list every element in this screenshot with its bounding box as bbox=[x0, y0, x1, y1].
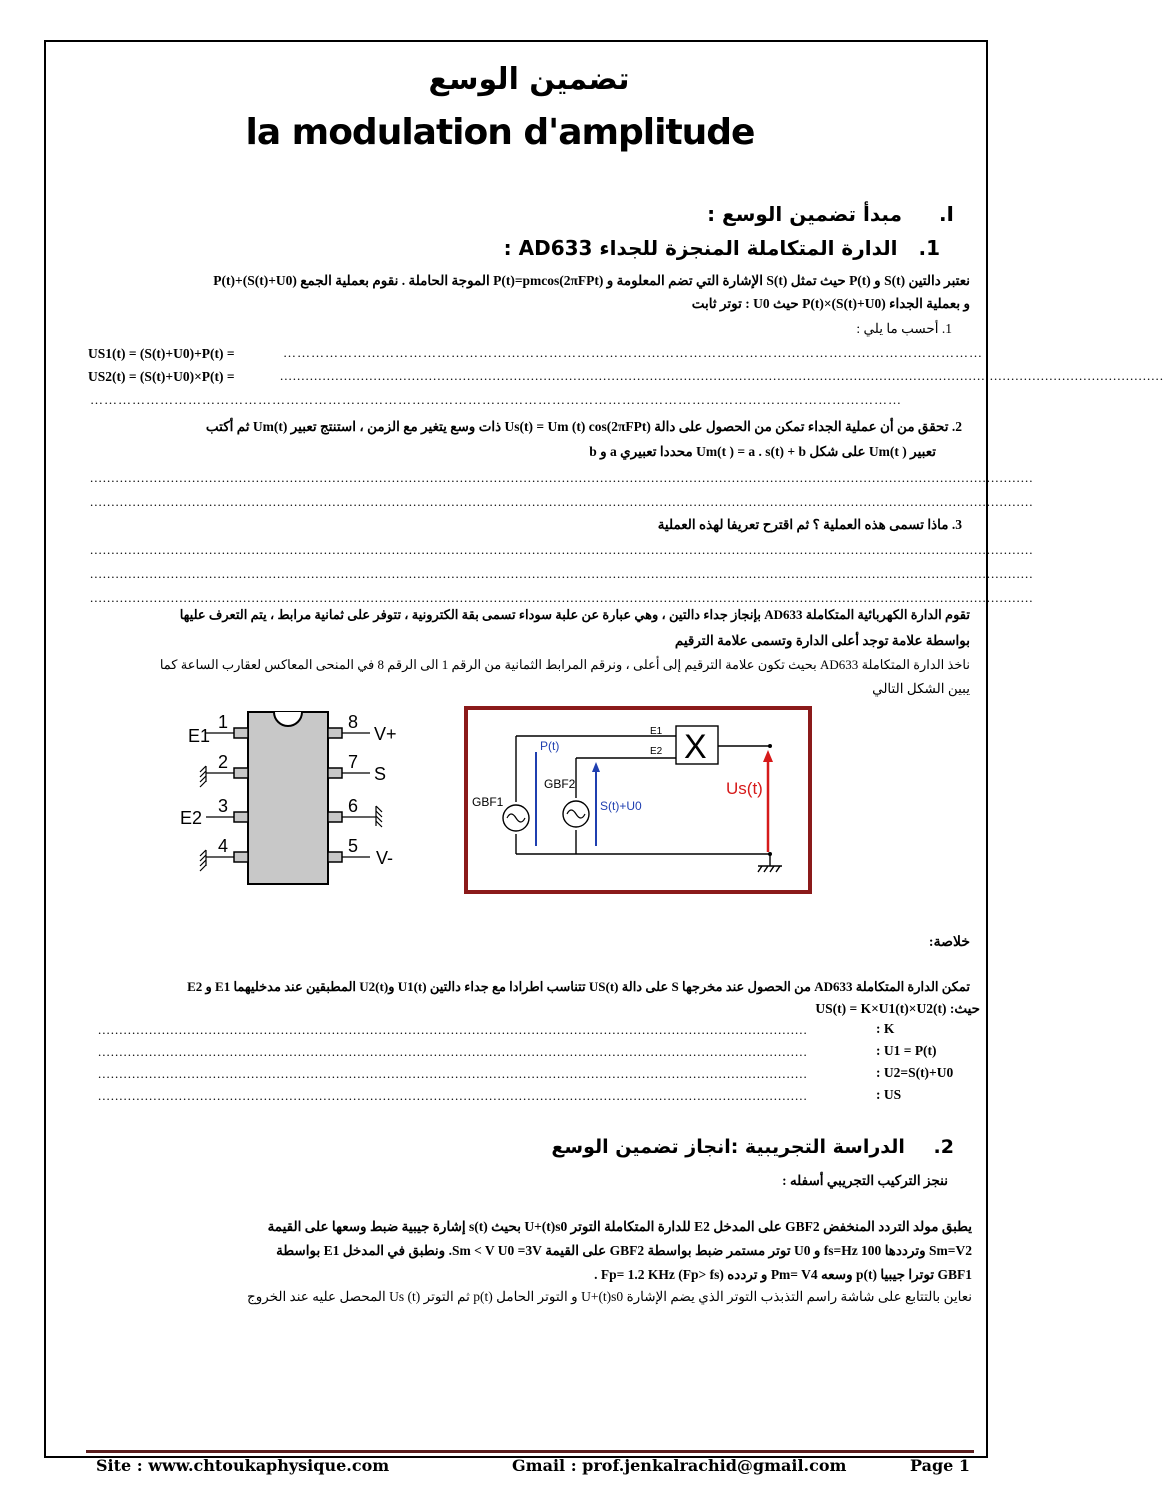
pin-6-number: 6 bbox=[348, 796, 359, 816]
para-line-4: يبين الشكل التالي bbox=[872, 681, 970, 696]
multiplier-symbol: X bbox=[684, 728, 707, 766]
title-french: la modulation d'amplitude bbox=[245, 112, 755, 153]
footer-gmail: Gmail : prof.jenkalrachid@gmail.com bbox=[512, 1456, 847, 1475]
pin-7-label: S bbox=[374, 764, 387, 784]
pin-5-label: V- bbox=[376, 848, 394, 868]
pin-1-label: E1 bbox=[188, 726, 211, 746]
answer-dots-u2: ....................................................................................................................................................................... bbox=[98, 1066, 808, 1081]
subsection-2-number: 2. bbox=[933, 1136, 954, 1158]
footer-rule bbox=[86, 1450, 974, 1453]
gbf2-label: GBF2 bbox=[544, 777, 576, 791]
symbol-us: : US bbox=[876, 1087, 902, 1102]
experiment-line-3: GBF1 توترا جيبيا p(t) وسعه Pm= V4 و تردده Fp= 1.2 KHz (Fp> fs) . bbox=[594, 1267, 972, 1282]
pin-2-number: 2 bbox=[218, 752, 229, 772]
summary-title: خلاصة: bbox=[928, 935, 970, 950]
symbol-k: : K bbox=[876, 1021, 895, 1036]
intro-line-1: نعتبر دالتين S(t) و P(t) حيث تمثل S(t) الإشارة التي تضم المعلومة و P(t)=pmcos(2πFPt) الموجة الحاملة . نقوم بعملية الجمع (S(t)+U0)+P(t) bbox=[213, 273, 970, 288]
title-arabic: تضمين الوسع bbox=[428, 62, 630, 97]
answer-dots-us1: …………………………………………………………………………………………………………………………………… bbox=[283, 345, 983, 360]
experiment-line-4: نعاين بالتتابع على شاشة راسم التذبذب التوتر الذي يضم الإشارة U+(t)s0 و التوتر الحامل p(t) ثم التوتر Us (t) المحصل عليه عند الخروج bbox=[247, 1289, 972, 1304]
question-2-line-2: تعبير Um(t ) على شكل Um(t ) = a . s(t) + b محددا تعبيري a و b bbox=[589, 444, 936, 459]
pin-3-label: E2 bbox=[180, 808, 203, 828]
subsection-1-title: الدارة المتكاملة المنجزة للجداء AD633 : bbox=[503, 236, 898, 260]
section-1-number: I. bbox=[938, 202, 954, 226]
gbf1-label: GBF1 bbox=[472, 795, 504, 809]
us1-expression: US1(t) = (S(t)+U0)+P(t) = bbox=[88, 346, 235, 361]
para-line-2: بواسطة علامة توجد أعلى الدارة وتسمى علامة الترقيم bbox=[674, 633, 970, 648]
pin-8-label: V+ bbox=[374, 724, 397, 744]
summary-line-1: تمكن الدارة المتكاملة AD633 من الحصول عند مخرجها S على دالة US(t) تتناسب اطرادا مع جداء دالتين U1(t) وU2(t) المطبقين عند مدخليهما E1 و E2 bbox=[187, 979, 970, 994]
answer-dots-line: ………………………………………………………………………………………………………………………………………………………… bbox=[90, 392, 902, 407]
answer-dots-u1: ....................................................................................................................................................................... bbox=[98, 1044, 808, 1059]
answer-dots-line: .............................................................................................................................................................................................................................. bbox=[90, 470, 1034, 485]
section-1-heading bbox=[554, 202, 954, 226]
e1-label: E1 bbox=[650, 726, 663, 737]
footer-page: Page 1 bbox=[910, 1456, 971, 1475]
experiment-line-1: يطبق مولد التردد المنخفض GBF2 على المدخل E2 للدارة المتكاملة التوتر U+(t)s0 بحيث (t)s إشارة جيبية ضبط وسعها على القيمة bbox=[267, 1219, 972, 1234]
para-line-3: ناخذ الدارة المتكاملة AD633 بحيث تكون علامة الترقيم إلى أعلى ، ونرقم المرابط الثمانية من الرقم 1 الى الرقم 8 في المنحى المعاكس لعقارب الساعة كما bbox=[159, 657, 970, 672]
intro-line-2: و بعملية الجداء (S(t)+U0)×P(t) حيث U0 : توتر ثابت bbox=[691, 296, 970, 311]
pin-7-number: 7 bbox=[348, 752, 359, 772]
para-line-1: تقوم الدارة الكهربائية المتكاملة AD633 بإنجاز جداء دالتين ، وهي عبارة عن علبة سوداء تسمى بقة الكترونية ، تتوفر على ثمانية مرابط ، يتم التعرف عليها bbox=[179, 607, 970, 622]
subsection-2-heading bbox=[254, 1136, 954, 1158]
answer-dots-k: ....................................................................................................................................................................... bbox=[98, 1022, 808, 1037]
pin-5-number: 5 bbox=[348, 836, 359, 856]
answer-dots-us2: ................................................................................................................................................................................................................ bbox=[280, 368, 1164, 383]
summary-line-2: حيث: US(t) = K×U1(t)×U2(t) bbox=[815, 1001, 980, 1016]
symbol-u1: : U1 = P(t) bbox=[876, 1043, 937, 1058]
subsection-1-number: 1. bbox=[918, 236, 940, 260]
answer-dots-line: .............................................................................................................................................................................................................................. bbox=[90, 542, 1034, 557]
symbol-u2: : U2=S(t)+U0 bbox=[876, 1065, 954, 1080]
question-1: 1. أحسب ما يلي : bbox=[856, 321, 952, 336]
footer-site: Site : www.chtoukaphysique.com bbox=[96, 1456, 390, 1475]
subsection-1-heading bbox=[240, 236, 940, 260]
question-3: 3. ماذا تسمى هذه العملية ؟ ثم اقترح تعريفا لهذه العملية bbox=[657, 517, 962, 532]
e2-label: E2 bbox=[650, 746, 663, 757]
pin-8-number: 8 bbox=[348, 712, 359, 732]
pin-3-number: 3 bbox=[218, 796, 229, 816]
experiment-line-2: Sm=V2 وترددها fs=Hz 100 و U0 توتر مستمر ضبط بواسطة GBF2 على القيمة Sm < V U0 =3V. ونطبق في المدخل E1 بواسطة bbox=[276, 1243, 972, 1258]
question-2-line-1: 2. تحقق من أن عملية الجداء تمكن من الحصول على دالة Us(t) = Um (t) cos(2πFPt) ذات وسع يتغير مع الزمن ، استنتج تعبير Um(t) ثم أكتب bbox=[205, 419, 962, 434]
subsection-2-title: الدراسة التجريبية :انجاز تضمين الوسع bbox=[551, 1136, 905, 1158]
answer-dots-line: .............................................................................................................................................................................................................................. bbox=[90, 494, 1034, 509]
answer-dots-line: .............................................................................................................................................................................................................................. bbox=[90, 566, 1034, 581]
modulation-circuit-diagram bbox=[464, 706, 812, 894]
answer-dots-line: .............................................................................................................................................................................................................................. bbox=[90, 590, 1034, 605]
answer-dots-us: ....................................................................................................................................................................... bbox=[98, 1088, 808, 1103]
pt-label: P(t) bbox=[540, 739, 560, 753]
us-label: Us(t) bbox=[726, 779, 763, 798]
ad633-chip-diagram bbox=[176, 706, 406, 890]
experiment-intro: ننجز التركيب التجريبي أسفله : bbox=[782, 1173, 948, 1188]
us2-expression: US2(t) = (S(t)+U0)×P(t) = bbox=[88, 369, 235, 384]
pin-4-number: 4 bbox=[218, 836, 229, 856]
su0-label: S(t)+U0 bbox=[600, 799, 642, 813]
section-1-title: مبدأ تضمين الوسع : bbox=[707, 202, 902, 226]
pin-1-number: 1 bbox=[218, 712, 229, 732]
